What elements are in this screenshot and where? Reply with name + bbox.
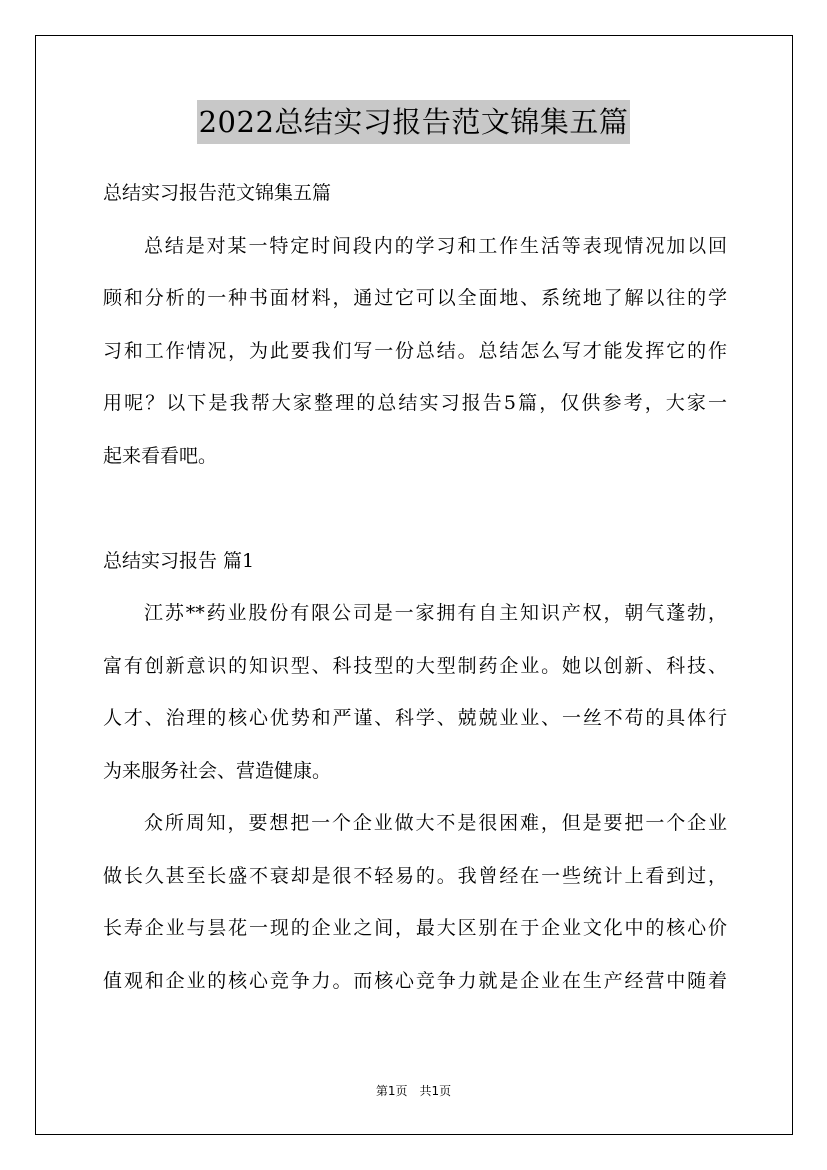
text-line: 江苏**药业股份有限公司是一家拥有自主知识产权，朝气蓬勃， — [144, 602, 727, 624]
text-line: 值观和企业的核心竞争力。而核心竞争力就是企业在生产经营中随着 — [103, 969, 727, 992]
text-line: 富有创新意识的知识型、科技型的大型制药企业。她以创新、科技、 — [103, 654, 727, 677]
title-container — [0, 100, 827, 144]
text-line: 顾和分析的一种书面材料，通过它可以全面地、系统地了解以往的学 — [103, 287, 727, 309]
page-footer: 第1页 共1页 — [375, 1084, 452, 1098]
text-line: 习和工作情况，为此要我们写一份总结。总结怎么写才能发挥它的作 — [103, 339, 727, 362]
text-line: 为来服务社会、营造健康。 — [103, 759, 332, 782]
document-body — [103, 171, 727, 1011]
text-line: 做长久甚至长盛不衰却是很不轻易的。我曾经在一些统计上看到过， — [103, 864, 727, 887]
text-line: 用呢？以下是我帮大家整理的总结实习报告5篇，仅供参考，大家一 — [103, 392, 727, 414]
document-title: 2022总结实习报告范文锦集五篇 — [197, 100, 631, 144]
text-line: 长寿企业与昙花一现的企业之间，最大区别在于企业文化中的核心价 — [103, 917, 727, 939]
text-line: 起来看看吧。 — [103, 444, 218, 467]
text-line: 总结是对某一特定时间段内的学习和工作生活等表现情况加以回 — [144, 234, 727, 257]
text-line: 众所周知，要想把一个企业做大不是很困难，但是要把一个企业 — [144, 812, 727, 834]
text-line: 人才、治理的核心优势和严谨、科学、兢兢业业、一丝不苟的具体行 — [103, 707, 727, 729]
blank-line — [103, 486, 727, 539]
text-line: 总结实习报告 篇1 — [103, 549, 255, 572]
text-line: 总结实习报告范文锦集五篇 — [103, 182, 332, 204]
